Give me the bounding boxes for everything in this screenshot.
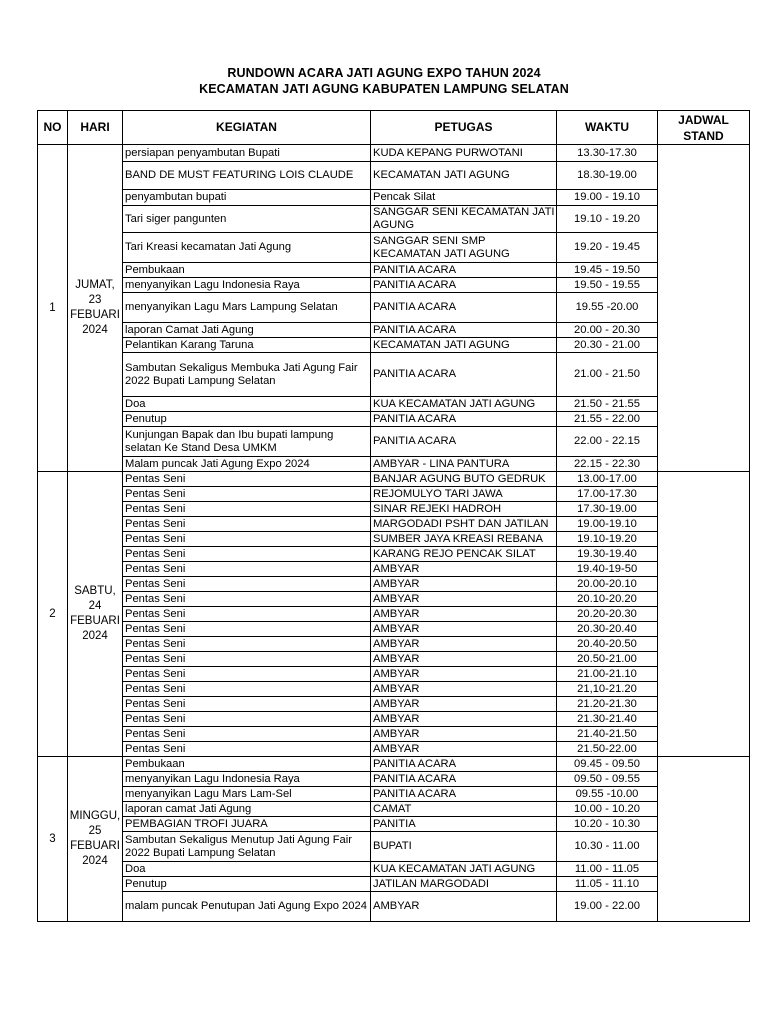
header-no: NO: [38, 111, 68, 145]
table-row: [38, 190, 750, 206]
time-cell: 19.55 -20.00: [557, 293, 658, 323]
officer-cell: JATILAN MARGODADI: [371, 877, 557, 892]
document-subtitle: KECAMATAN JATI AGUNG KABUPATEN LAMPUNG SELATAN: [199, 82, 569, 96]
time-cell: 19.00 - 19.10: [557, 190, 658, 206]
table-row: [38, 278, 750, 293]
time-cell: 20.00 - 20.30: [557, 323, 658, 338]
officer-cell: KUDA KEPANG PURWOTANI: [371, 145, 557, 162]
activity-cell: Pentas Seni: [123, 577, 371, 592]
table-row: [38, 652, 750, 667]
time-cell: 21.00 - 21.50: [557, 353, 658, 397]
officer-cell: AMBYAR: [371, 652, 557, 667]
table-row: [38, 802, 750, 817]
time-cell: 21.40-21.50: [557, 727, 658, 742]
officer-cell: BANJAR AGUNG BUTO GEDRUK: [371, 472, 557, 487]
table-row: [38, 338, 750, 353]
officer-cell: KUA KECAMATAN JATI AGUNG: [371, 862, 557, 877]
rundown-table: [37, 110, 750, 922]
time-cell: 19.20 - 19.45: [557, 233, 658, 263]
officer-cell: AMBYAR: [371, 592, 557, 607]
officer-cell: AMBYAR - LINA PANTURA: [371, 457, 557, 472]
officer-cell: AMBYAR: [371, 727, 557, 742]
activity-cell: Pentas Seni: [123, 697, 371, 712]
officer-cell: SINAR REJEKI HADROH: [371, 502, 557, 517]
activity-cell: Pentas Seni: [123, 592, 371, 607]
activity-cell: menyanyikan Lagu Indonesia Raya: [123, 278, 371, 293]
officer-cell: PANITIA ACARA: [371, 293, 557, 323]
officer-cell: AMBYAR: [371, 682, 557, 697]
header-kegiatan: KEGIATAN: [123, 111, 371, 145]
table-body: [38, 145, 750, 922]
table-row: [38, 817, 750, 832]
table-row: [38, 757, 750, 772]
activity-cell: Pelantikan Karang Taruna: [123, 338, 371, 353]
activity-cell: Pentas Seni: [123, 652, 371, 667]
officer-cell: PANITIA ACARA: [371, 278, 557, 293]
time-cell: 17.30-19.00: [557, 502, 658, 517]
table-row: [38, 502, 750, 517]
officer-cell: PANITIA ACARA: [371, 323, 557, 338]
activity-cell: Pentas Seni: [123, 472, 371, 487]
officer-cell: AMBYAR: [371, 562, 557, 577]
activity-cell: Pentas Seni: [123, 637, 371, 652]
activity-cell: Pentas Seni: [123, 562, 371, 577]
activity-cell: menyanyikan Lagu Indonesia Raya: [123, 772, 371, 787]
document-title: RUNDOWN ACARA JATI AGUNG EXPO TAHUN 2024: [227, 66, 541, 80]
time-cell: 20.30-20.40: [557, 622, 658, 637]
table-row: [38, 547, 750, 562]
table-row: [38, 206, 750, 233]
activity-cell: Pentas Seni: [123, 622, 371, 637]
table-row: [38, 772, 750, 787]
time-cell: 09.50 - 09.55: [557, 772, 658, 787]
time-cell: 20.50-21.00: [557, 652, 658, 667]
activity-cell: Doa: [123, 397, 371, 412]
officer-cell: AMBYAR: [371, 667, 557, 682]
officer-cell: PANITIA: [371, 817, 557, 832]
activity-cell: laporan camat Jati Agung: [123, 802, 371, 817]
activity-cell: menyanyikan Lagu Mars Lampung Selatan: [123, 293, 371, 323]
day-number: 2: [38, 472, 68, 757]
header-jadwal-stand: JADWAL STAND: [658, 111, 750, 145]
time-cell: 20.40-20.50: [557, 637, 658, 652]
activity-cell: penyambutan bupati: [123, 190, 371, 206]
time-cell: 21.50-22.00: [557, 742, 658, 757]
activity-cell: Pentas Seni: [123, 712, 371, 727]
table-row: [38, 622, 750, 637]
time-cell: 20.20-20.30: [557, 607, 658, 622]
activity-cell: Kunjungan Bapak dan Ibu bupati lampung selatan Ke Stand Desa UMKM: [123, 427, 371, 457]
table-row: [38, 682, 750, 697]
activity-cell: Pembukaan: [123, 757, 371, 772]
activity-cell: PEMBAGIAN TROFI JUARA: [123, 817, 371, 832]
officer-cell: PANITIA ACARA: [371, 353, 557, 397]
officer-cell: KUA KECAMATAN JATI AGUNG: [371, 397, 557, 412]
table-row: [38, 412, 750, 427]
activity-cell: Pentas Seni: [123, 682, 371, 697]
time-cell: 19.00 - 22.00: [557, 892, 658, 922]
table-row: [38, 712, 750, 727]
day-name: MINGGU, 25 FEBUARI 2024: [68, 757, 123, 922]
officer-cell: AMBYAR: [371, 712, 557, 727]
time-cell: 18.30-19.00: [557, 162, 658, 190]
activity-cell: persiapan penyambutan Bupati: [123, 145, 371, 162]
time-cell: 21.20-21.30: [557, 697, 658, 712]
table-row: [38, 697, 750, 712]
officer-cell: BUPATI: [371, 832, 557, 862]
table-row: [38, 487, 750, 502]
table-row: [38, 742, 750, 757]
time-cell: 19.10 - 19.20: [557, 206, 658, 233]
table-row: [38, 787, 750, 802]
table-row: [38, 162, 750, 190]
time-cell: 10.00 - 10.20: [557, 802, 658, 817]
table-row: [38, 427, 750, 457]
officer-cell: Pencak Silat: [371, 190, 557, 206]
time-cell: 20.10-20.20: [557, 592, 658, 607]
table-row: [38, 577, 750, 592]
officer-cell: AMBYAR: [371, 892, 557, 922]
time-cell: 19.45 - 19.50: [557, 263, 658, 278]
header-waktu: WAKTU: [557, 111, 658, 145]
activity-cell: Pentas Seni: [123, 532, 371, 547]
header-petugas: PETUGAS: [371, 111, 557, 145]
officer-cell: AMBYAR: [371, 577, 557, 592]
officer-cell: AMBYAR: [371, 622, 557, 637]
activity-cell: Pentas Seni: [123, 502, 371, 517]
officer-cell: AMBYAR: [371, 637, 557, 652]
table-row: [38, 145, 750, 162]
table-row: [38, 877, 750, 892]
table-row: [38, 862, 750, 877]
activity-cell: laporan Camat Jati Agung: [123, 323, 371, 338]
activity-cell: Pentas Seni: [123, 667, 371, 682]
time-cell: 22.00 - 22.15: [557, 427, 658, 457]
time-cell: 20.30 - 21.00: [557, 338, 658, 353]
time-cell: 19.50 - 19.55: [557, 278, 658, 293]
day-number: 3: [38, 757, 68, 922]
table-row: [38, 293, 750, 323]
table-row: [38, 832, 750, 862]
time-cell: 10.20 - 10.30: [557, 817, 658, 832]
table-row: [38, 472, 750, 487]
table-row: [38, 727, 750, 742]
day-number: 1: [38, 145, 68, 472]
table-header-row: [38, 111, 750, 145]
table-row: [38, 517, 750, 532]
time-cell: 22.15 - 22.30: [557, 457, 658, 472]
time-cell: 13.00-17.00: [557, 472, 658, 487]
table-row: [38, 637, 750, 652]
stand-schedule-cell: [658, 145, 750, 472]
time-cell: 11.00 - 11.05: [557, 862, 658, 877]
time-cell: 09.55 -10.00: [557, 787, 658, 802]
officer-cell: PANITIA ACARA: [371, 787, 557, 802]
activity-cell: Pentas Seni: [123, 742, 371, 757]
activity-cell: Pembukaan: [123, 263, 371, 278]
time-cell: 21,10-21.20: [557, 682, 658, 697]
time-cell: 19.10-19.20: [557, 532, 658, 547]
table-row: [38, 397, 750, 412]
table-row: [38, 592, 750, 607]
activity-cell: Pentas Seni: [123, 487, 371, 502]
officer-cell: CAMAT: [371, 802, 557, 817]
table-row: [38, 607, 750, 622]
officer-cell: KECAMATAN JATI AGUNG: [371, 162, 557, 190]
time-cell: 10.30 - 11.00: [557, 832, 658, 862]
officer-cell: PANITIA ACARA: [371, 427, 557, 457]
activity-cell: malam puncak Penutupan Jati Agung Expo 2024: [123, 892, 371, 922]
activity-cell: Tari Kreasi kecamatan Jati Agung: [123, 233, 371, 263]
activity-cell: Pentas Seni: [123, 607, 371, 622]
time-cell: 19.00-19.10: [557, 517, 658, 532]
time-cell: 17.00-17.30: [557, 487, 658, 502]
officer-cell: AMBYAR: [371, 697, 557, 712]
activity-cell: Sambutan Sekaligus Menutup Jati Agung Fair 2022 Bupati Lampung Selatan: [123, 832, 371, 862]
table-row: [38, 667, 750, 682]
activity-cell: Malam puncak Jati Agung Expo 2024: [123, 457, 371, 472]
table-row: [38, 323, 750, 338]
table-row: [38, 263, 750, 278]
officer-cell: PANITIA ACARA: [371, 757, 557, 772]
activity-cell: Penutup: [123, 877, 371, 892]
time-cell: 21.30-21.40: [557, 712, 658, 727]
officer-cell: REJOMULYO TARI JAWA: [371, 487, 557, 502]
activity-cell: BAND DE MUST FEATURING LOIS CLAUDE: [123, 162, 371, 190]
table-row: [38, 233, 750, 263]
day-name: JUMAT, 23 FEBUARI 2024: [68, 145, 123, 472]
table-row: [38, 353, 750, 397]
time-cell: 20.00-20.10: [557, 577, 658, 592]
stand-schedule-cell: [658, 472, 750, 757]
officer-cell: KECAMATAN JATI AGUNG: [371, 338, 557, 353]
table-row: [38, 532, 750, 547]
officer-cell: KARANG REJO PENCAK SILAT: [371, 547, 557, 562]
time-cell: 21.50 - 21.55: [557, 397, 658, 412]
time-cell: 21.55 - 22.00: [557, 412, 658, 427]
time-cell: 19.40-19-50: [557, 562, 658, 577]
activity-cell: menyanyikan Lagu Mars Lam-Sel: [123, 787, 371, 802]
officer-cell: SUMBER JAYA KREASI REBANA: [371, 532, 557, 547]
activity-cell: Doa: [123, 862, 371, 877]
time-cell: 21.00-21.10: [557, 667, 658, 682]
stand-schedule-cell: [658, 757, 750, 922]
day-name: SABTU, 24 FEBUARI 2024: [68, 472, 123, 757]
time-cell: 13.30-17.30: [557, 145, 658, 162]
officer-cell: PANITIA ACARA: [371, 412, 557, 427]
officer-cell: SANGGAR SENI SMP KECAMATAN JATI AGUNG: [371, 233, 557, 263]
officer-cell: AMBYAR: [371, 607, 557, 622]
time-cell: 11.05 - 11.10: [557, 877, 658, 892]
table-row: [38, 562, 750, 577]
activity-cell: Sambutan Sekaligus Membuka Jati Agung Fair 2022 Bupati Lampung Selatan: [123, 353, 371, 397]
activity-cell: Tari siger pangunten: [123, 206, 371, 233]
time-cell: 09.45 - 09.50: [557, 757, 658, 772]
officer-cell: AMBYAR: [371, 742, 557, 757]
table-row: [38, 457, 750, 472]
table-row: [38, 892, 750, 922]
activity-cell: Penutup: [123, 412, 371, 427]
header-hari: HARI: [68, 111, 123, 145]
activity-cell: Pentas Seni: [123, 517, 371, 532]
officer-cell: PANITIA ACARA: [371, 772, 557, 787]
officer-cell: SANGGAR SENI KECAMATAN JATI AGUNG: [371, 206, 557, 233]
activity-cell: Pentas Seni: [123, 547, 371, 562]
time-cell: 19.30-19.40: [557, 547, 658, 562]
activity-cell: Pentas Seni: [123, 727, 371, 742]
officer-cell: MARGODADI PSHT DAN JATILAN: [371, 517, 557, 532]
officer-cell: PANITIA ACARA: [371, 263, 557, 278]
